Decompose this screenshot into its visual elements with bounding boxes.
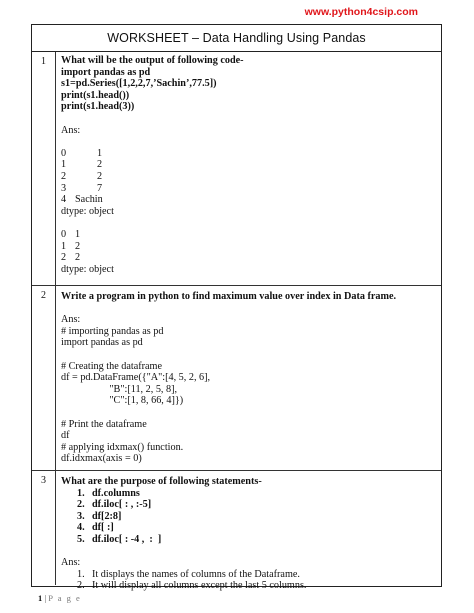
page-number: 1 xyxy=(38,593,43,603)
dtype-line: dtype: object xyxy=(61,263,114,275)
code-line: df xyxy=(61,430,70,442)
code-line: import pandas as pd xyxy=(61,337,143,349)
code-line: s1=pd.Series([1,2,2,7,’Sachin’,77.5]) xyxy=(61,78,217,90)
output-row: 0 1 xyxy=(61,147,103,159)
code-line: df.idxmax(axis = 0) xyxy=(61,453,142,465)
question-text: What are the purpose of following statements- xyxy=(61,476,262,487)
code-line: df = pd.DataFrame({"A":[4, 5, 2, 6], xyxy=(61,372,211,384)
code-line: # applying idxmax() function. xyxy=(61,441,184,453)
output-row: 0 1 xyxy=(61,228,81,240)
code-line: "C":[1, 8, 66, 4]}) xyxy=(61,395,184,407)
output-row: 3 7 xyxy=(61,182,103,194)
list-item: 3. df[2:8] xyxy=(77,510,122,522)
code-line: # Print the dataframe xyxy=(61,418,147,430)
footer-separator: | xyxy=(44,593,47,603)
question-row-2 xyxy=(32,286,441,471)
answer-label: Ans: xyxy=(61,314,81,326)
question-text: Write a program in python to find maximum value over index in Data frame. xyxy=(61,291,397,302)
page-footer xyxy=(38,593,81,603)
code-line: print(s1.head(3)) xyxy=(61,101,135,113)
question-body xyxy=(56,286,441,465)
code-line: # Creating the dataframe xyxy=(61,360,162,372)
dtype-line: dtype: object xyxy=(61,205,114,217)
worksheet-title: WORKSHEET – Data Handling Using Pandas xyxy=(32,25,441,52)
question-number: 1 xyxy=(32,52,56,285)
output-row: 1 2 xyxy=(61,159,103,171)
question-text: What will be the output of following code- xyxy=(61,55,244,66)
question-body xyxy=(56,52,441,275)
worksheet-table xyxy=(31,24,442,592)
output-row: 1 2 xyxy=(61,240,81,252)
question-row-3 xyxy=(32,471,441,592)
site-link[interactable]: www.python4csip.com xyxy=(304,6,418,18)
statement-list xyxy=(77,488,436,546)
list-item: 2. df.iloc[ : , :-5] xyxy=(77,499,152,511)
page-word: P a g e xyxy=(48,593,82,603)
output-row: 2 2 xyxy=(61,252,81,264)
list-item: 4. df[ :] xyxy=(77,522,114,534)
code-line: print(s1.head()) xyxy=(61,89,130,101)
output-row: 4 Sachin xyxy=(61,194,103,206)
output-row: 2 2 xyxy=(61,170,103,182)
code-line: import pandas as pd xyxy=(61,66,151,78)
list-item: 5. df.iloc[ : -4 , : ] xyxy=(77,533,162,545)
list-item: 1. It displays the names of columns of the Dataframe. xyxy=(77,568,300,580)
answer-label: Ans: xyxy=(61,557,81,569)
question-number: 2 xyxy=(32,286,56,470)
code-line: "B":[11, 2, 5, 8], xyxy=(61,383,178,395)
question-number: 3 xyxy=(32,471,56,585)
list-item: 2. It will display all columns except the last 5 columns. xyxy=(77,580,307,592)
answer-label: Ans: xyxy=(61,124,81,136)
code-line: # importing pandas as pd xyxy=(61,325,164,337)
answer-list xyxy=(77,569,436,592)
question-row-1 xyxy=(32,52,441,286)
question-body xyxy=(56,471,441,592)
list-item: 1. df.columns xyxy=(77,487,140,499)
